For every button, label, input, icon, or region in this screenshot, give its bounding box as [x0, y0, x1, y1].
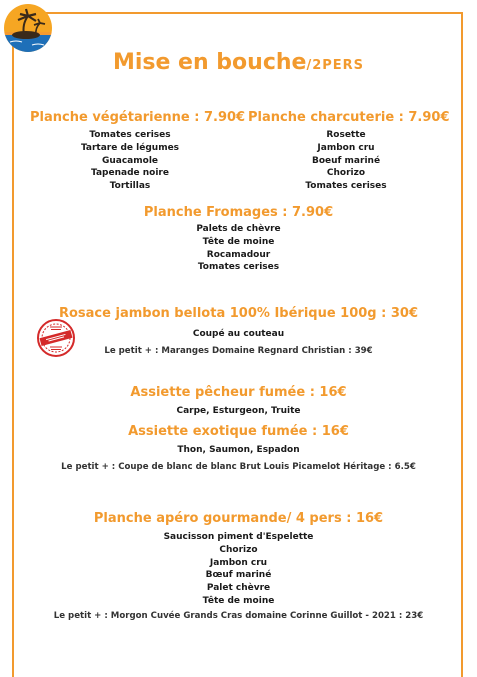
- list-item: Chorizo: [219, 544, 258, 555]
- list-fromages: [0, 223, 477, 274]
- title-main: Mise en bouche: [112, 50, 307, 75]
- list-item: Tomates cerises: [197, 262, 280, 273]
- exotique-detail: Thon, Saumon, Espadon: [177, 445, 300, 455]
- list-item: Guacamole: [101, 155, 159, 166]
- page-title: [0, 50, 477, 75]
- list-item: Bœuf mariné: [205, 570, 272, 581]
- list-item: Tomates cerises: [305, 181, 387, 192]
- title-sub: /2PERS: [306, 58, 365, 73]
- heading-pecheur: Assiette pêcheur fumée : 16€: [130, 385, 347, 400]
- exotique-note: Le petit + : Coupe de blanc de blanc Brut Louis Picamelot Héritage : 6.5€: [61, 462, 416, 472]
- list-item: Tortillas: [109, 181, 151, 192]
- list-item: Rosette: [326, 130, 366, 140]
- list-item: Palets de chèvre: [196, 224, 281, 234]
- list-vegetarienne: [30, 129, 230, 193]
- pecheur-detail: Carpe, Esturgeon, Truite: [176, 406, 301, 416]
- list-item: Rocamadour: [206, 249, 271, 260]
- heading-vegetarienne: Planche végétarienne : 7.90€: [30, 110, 246, 125]
- list-item: Saucisson piment d'Espelette: [163, 532, 314, 542]
- heading-charcuterie: Planche charcuterie : 7.90€: [248, 110, 450, 125]
- list-item: Palet chèvre: [206, 583, 271, 594]
- list-item: Tomates cerises: [89, 130, 171, 140]
- list-item: Tartare de légumes: [80, 142, 180, 153]
- list-item: Tête de moine: [202, 236, 275, 247]
- heading-rosace: Rosace jambon bellota 100% Ibérique 100g : 30€: [58, 306, 419, 321]
- list-item: Tapenade noire: [91, 168, 169, 179]
- list-apero: [0, 531, 477, 608]
- rosace-detail: Coupé au couteau: [192, 329, 285, 339]
- sunset-palm-island-icon: [2, 2, 54, 54]
- heading-exotique: Assiette exotique fumée : 16€: [128, 424, 349, 439]
- heading-fromages: Planche Fromages : 7.90€: [143, 205, 334, 220]
- heading-apero: Planche apéro gourmande/ 4 pers : 16€: [93, 511, 384, 526]
- list-item: Boeuf mariné: [311, 155, 381, 166]
- list-item: Tête de moine: [202, 595, 275, 606]
- apero-note: Le petit + : Morgon Cuvée Grands Cras domaine Corinne Guillot - 2021 : 23€: [53, 611, 424, 621]
- list-item: Jambon cru: [209, 557, 268, 568]
- list-item: Chorizo: [326, 168, 366, 179]
- rosace-note: Le petit + : Maranges Domaine Regnard Christian : 39€: [104, 346, 373, 356]
- list-charcuterie: [248, 129, 444, 193]
- list-item: Jambon cru: [317, 142, 375, 153]
